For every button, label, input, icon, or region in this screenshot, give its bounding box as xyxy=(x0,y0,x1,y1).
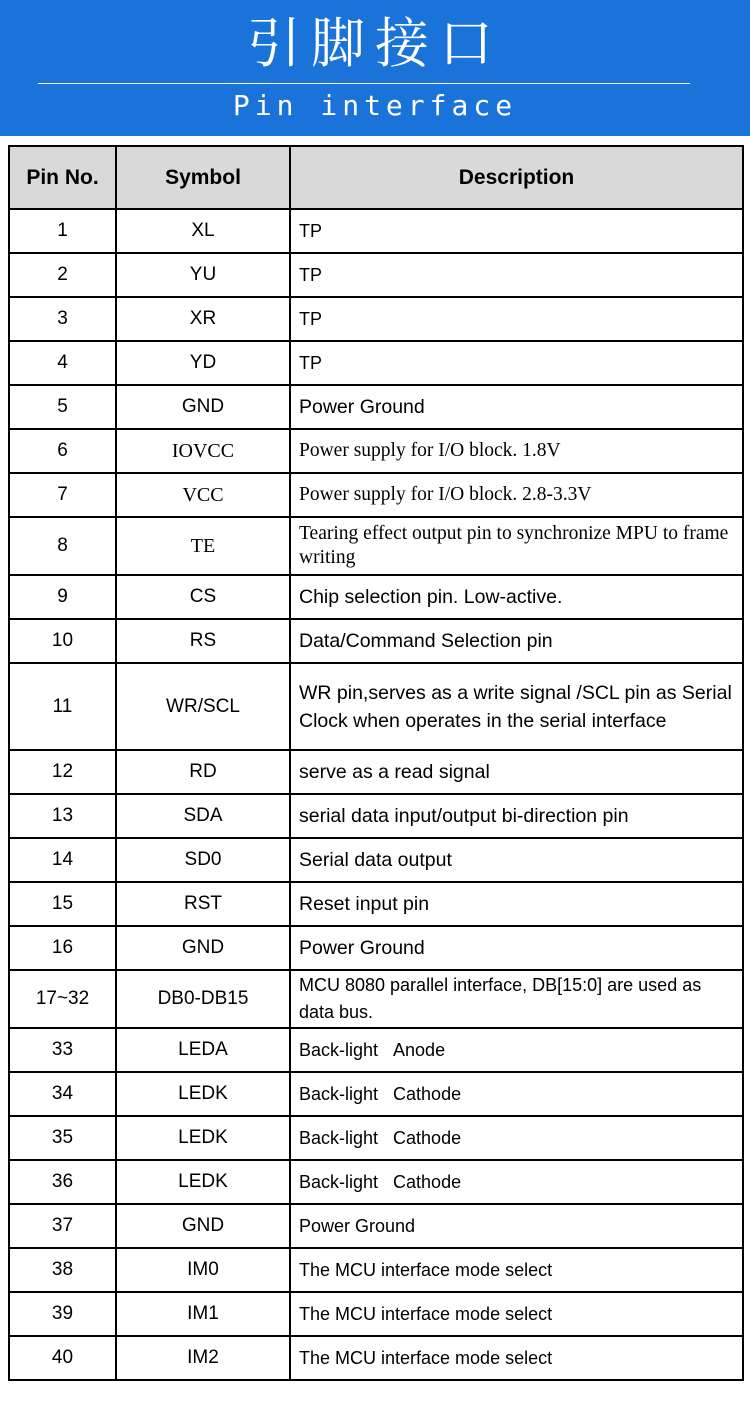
pin-symbol: LEDK xyxy=(116,1160,290,1204)
pin-number: 5 xyxy=(9,385,116,429)
pin-symbol: GND xyxy=(116,926,290,970)
pin-description: Power Ground xyxy=(290,926,743,970)
pin-number: 17~32 xyxy=(9,970,116,1028)
table-row xyxy=(9,750,743,794)
pin-description: Back-light Cathode xyxy=(290,1116,743,1160)
pin-number: 33 xyxy=(9,1028,116,1072)
pin-symbol: DB0-DB15 xyxy=(116,970,290,1028)
table-row xyxy=(9,882,743,926)
pin-description: Power supply for I/O block. 2.8-3.3V xyxy=(290,473,743,517)
table-row xyxy=(9,1336,743,1380)
pin-symbol: IM2 xyxy=(116,1336,290,1380)
table-row xyxy=(9,1292,743,1336)
pin-number: 14 xyxy=(9,838,116,882)
banner-subtitle: Pin interface xyxy=(232,89,518,122)
table-row xyxy=(9,473,743,517)
pin-description: Power supply for I/O block. 1.8V xyxy=(290,429,743,473)
table-header-row xyxy=(9,146,743,209)
pin-description: serial data input/output bi-direction pin xyxy=(290,794,743,838)
pin-symbol: RD xyxy=(116,750,290,794)
pin-symbol: YD xyxy=(116,341,290,385)
pin-description: MCU 8080 parallel interface, DB[15:0] are used as data bus. xyxy=(290,970,743,1028)
pin-number: 7 xyxy=(9,473,116,517)
table-row xyxy=(9,1204,743,1248)
pin-number: 36 xyxy=(9,1160,116,1204)
pin-symbol: IOVCC xyxy=(116,429,290,473)
pin-description: The MCU interface mode select xyxy=(290,1336,743,1380)
pin-symbol: XL xyxy=(116,209,290,253)
banner-title-chinese: 引脚接口 xyxy=(247,12,503,75)
pin-description: TP xyxy=(290,209,743,253)
pin-symbol: IM1 xyxy=(116,1292,290,1336)
pin-symbol: SD0 xyxy=(116,838,290,882)
pin-description: TP xyxy=(290,297,743,341)
pin-symbol: XR xyxy=(116,297,290,341)
pin-description: Tearing effect output pin to synchronize MPU to frame writing xyxy=(290,517,743,575)
pin-symbol: CS xyxy=(116,575,290,619)
pin-description: Back-light Cathode xyxy=(290,1072,743,1116)
table-row xyxy=(9,575,743,619)
table-row xyxy=(9,1028,743,1072)
pin-number: 35 xyxy=(9,1116,116,1160)
table-row xyxy=(9,1248,743,1292)
pin-description: The MCU interface mode select xyxy=(290,1292,743,1336)
pin-description: serve as a read signal xyxy=(290,750,743,794)
pin-description: Back-light Cathode xyxy=(290,1160,743,1204)
table-row xyxy=(9,619,743,663)
table-row xyxy=(9,838,743,882)
pin-number: 8 xyxy=(9,517,116,575)
pin-symbol: RS xyxy=(116,619,290,663)
table-row xyxy=(9,209,743,253)
pin-description: Power Ground xyxy=(290,385,743,429)
banner-divider xyxy=(38,83,690,84)
pin-description: Power Ground xyxy=(290,1204,743,1248)
pin-symbol: RST xyxy=(116,882,290,926)
pin-symbol: LEDK xyxy=(116,1116,290,1160)
pin-description: TP xyxy=(290,253,743,297)
header-banner xyxy=(0,0,750,136)
pin-description: TP xyxy=(290,341,743,385)
pin-symbol: LEDA xyxy=(116,1028,290,1072)
pin-symbol: GND xyxy=(116,1204,290,1248)
pin-number: 12 xyxy=(9,750,116,794)
header-symbol: Symbol xyxy=(116,146,290,209)
pin-symbol: VCC xyxy=(116,473,290,517)
table-row xyxy=(9,341,743,385)
pin-number: 4 xyxy=(9,341,116,385)
pin-description: WR pin,serves as a write signal /SCL pin as Serial Clock when operates in the serial interface xyxy=(290,663,743,750)
pin-number: 13 xyxy=(9,794,116,838)
pin-number: 2 xyxy=(9,253,116,297)
pin-description: Back-light Anode xyxy=(290,1028,743,1072)
pin-description: The MCU interface mode select xyxy=(290,1248,743,1292)
pin-symbol: TE xyxy=(116,517,290,575)
pin-number: 15 xyxy=(9,882,116,926)
pin-number: 16 xyxy=(9,926,116,970)
pin-symbol: YU xyxy=(116,253,290,297)
pin-interface-table xyxy=(8,145,744,1381)
pin-number: 38 xyxy=(9,1248,116,1292)
table-row xyxy=(9,1160,743,1204)
pin-number: 37 xyxy=(9,1204,116,1248)
table-row xyxy=(9,1116,743,1160)
pin-symbol: WR/SCL xyxy=(116,663,290,750)
pin-number: 40 xyxy=(9,1336,116,1380)
pin-number: 39 xyxy=(9,1292,116,1336)
table-row xyxy=(9,385,743,429)
table-row xyxy=(9,663,743,750)
pin-symbol: LEDK xyxy=(116,1072,290,1116)
table-row xyxy=(9,297,743,341)
table-row xyxy=(9,253,743,297)
pin-symbol: GND xyxy=(116,385,290,429)
pin-number: 34 xyxy=(9,1072,116,1116)
header-description: Description xyxy=(290,146,743,209)
table-row xyxy=(9,517,743,575)
header-pin-no: Pin No. xyxy=(9,146,116,209)
pin-number: 9 xyxy=(9,575,116,619)
pin-description: Chip selection pin. Low-active. xyxy=(290,575,743,619)
table-row xyxy=(9,794,743,838)
table-row xyxy=(9,970,743,1028)
pin-number: 6 xyxy=(9,429,116,473)
pin-number: 10 xyxy=(9,619,116,663)
pin-number: 11 xyxy=(9,663,116,750)
table-row xyxy=(9,429,743,473)
pin-symbol: SDA xyxy=(116,794,290,838)
table-row xyxy=(9,1072,743,1116)
pin-symbol: IM0 xyxy=(116,1248,290,1292)
pin-number: 1 xyxy=(9,209,116,253)
pin-description: Reset input pin xyxy=(290,882,743,926)
pin-description: Data/Command Selection pin xyxy=(290,619,743,663)
table-row xyxy=(9,926,743,970)
pin-description: Serial data output xyxy=(290,838,743,882)
pin-number: 3 xyxy=(9,297,116,341)
